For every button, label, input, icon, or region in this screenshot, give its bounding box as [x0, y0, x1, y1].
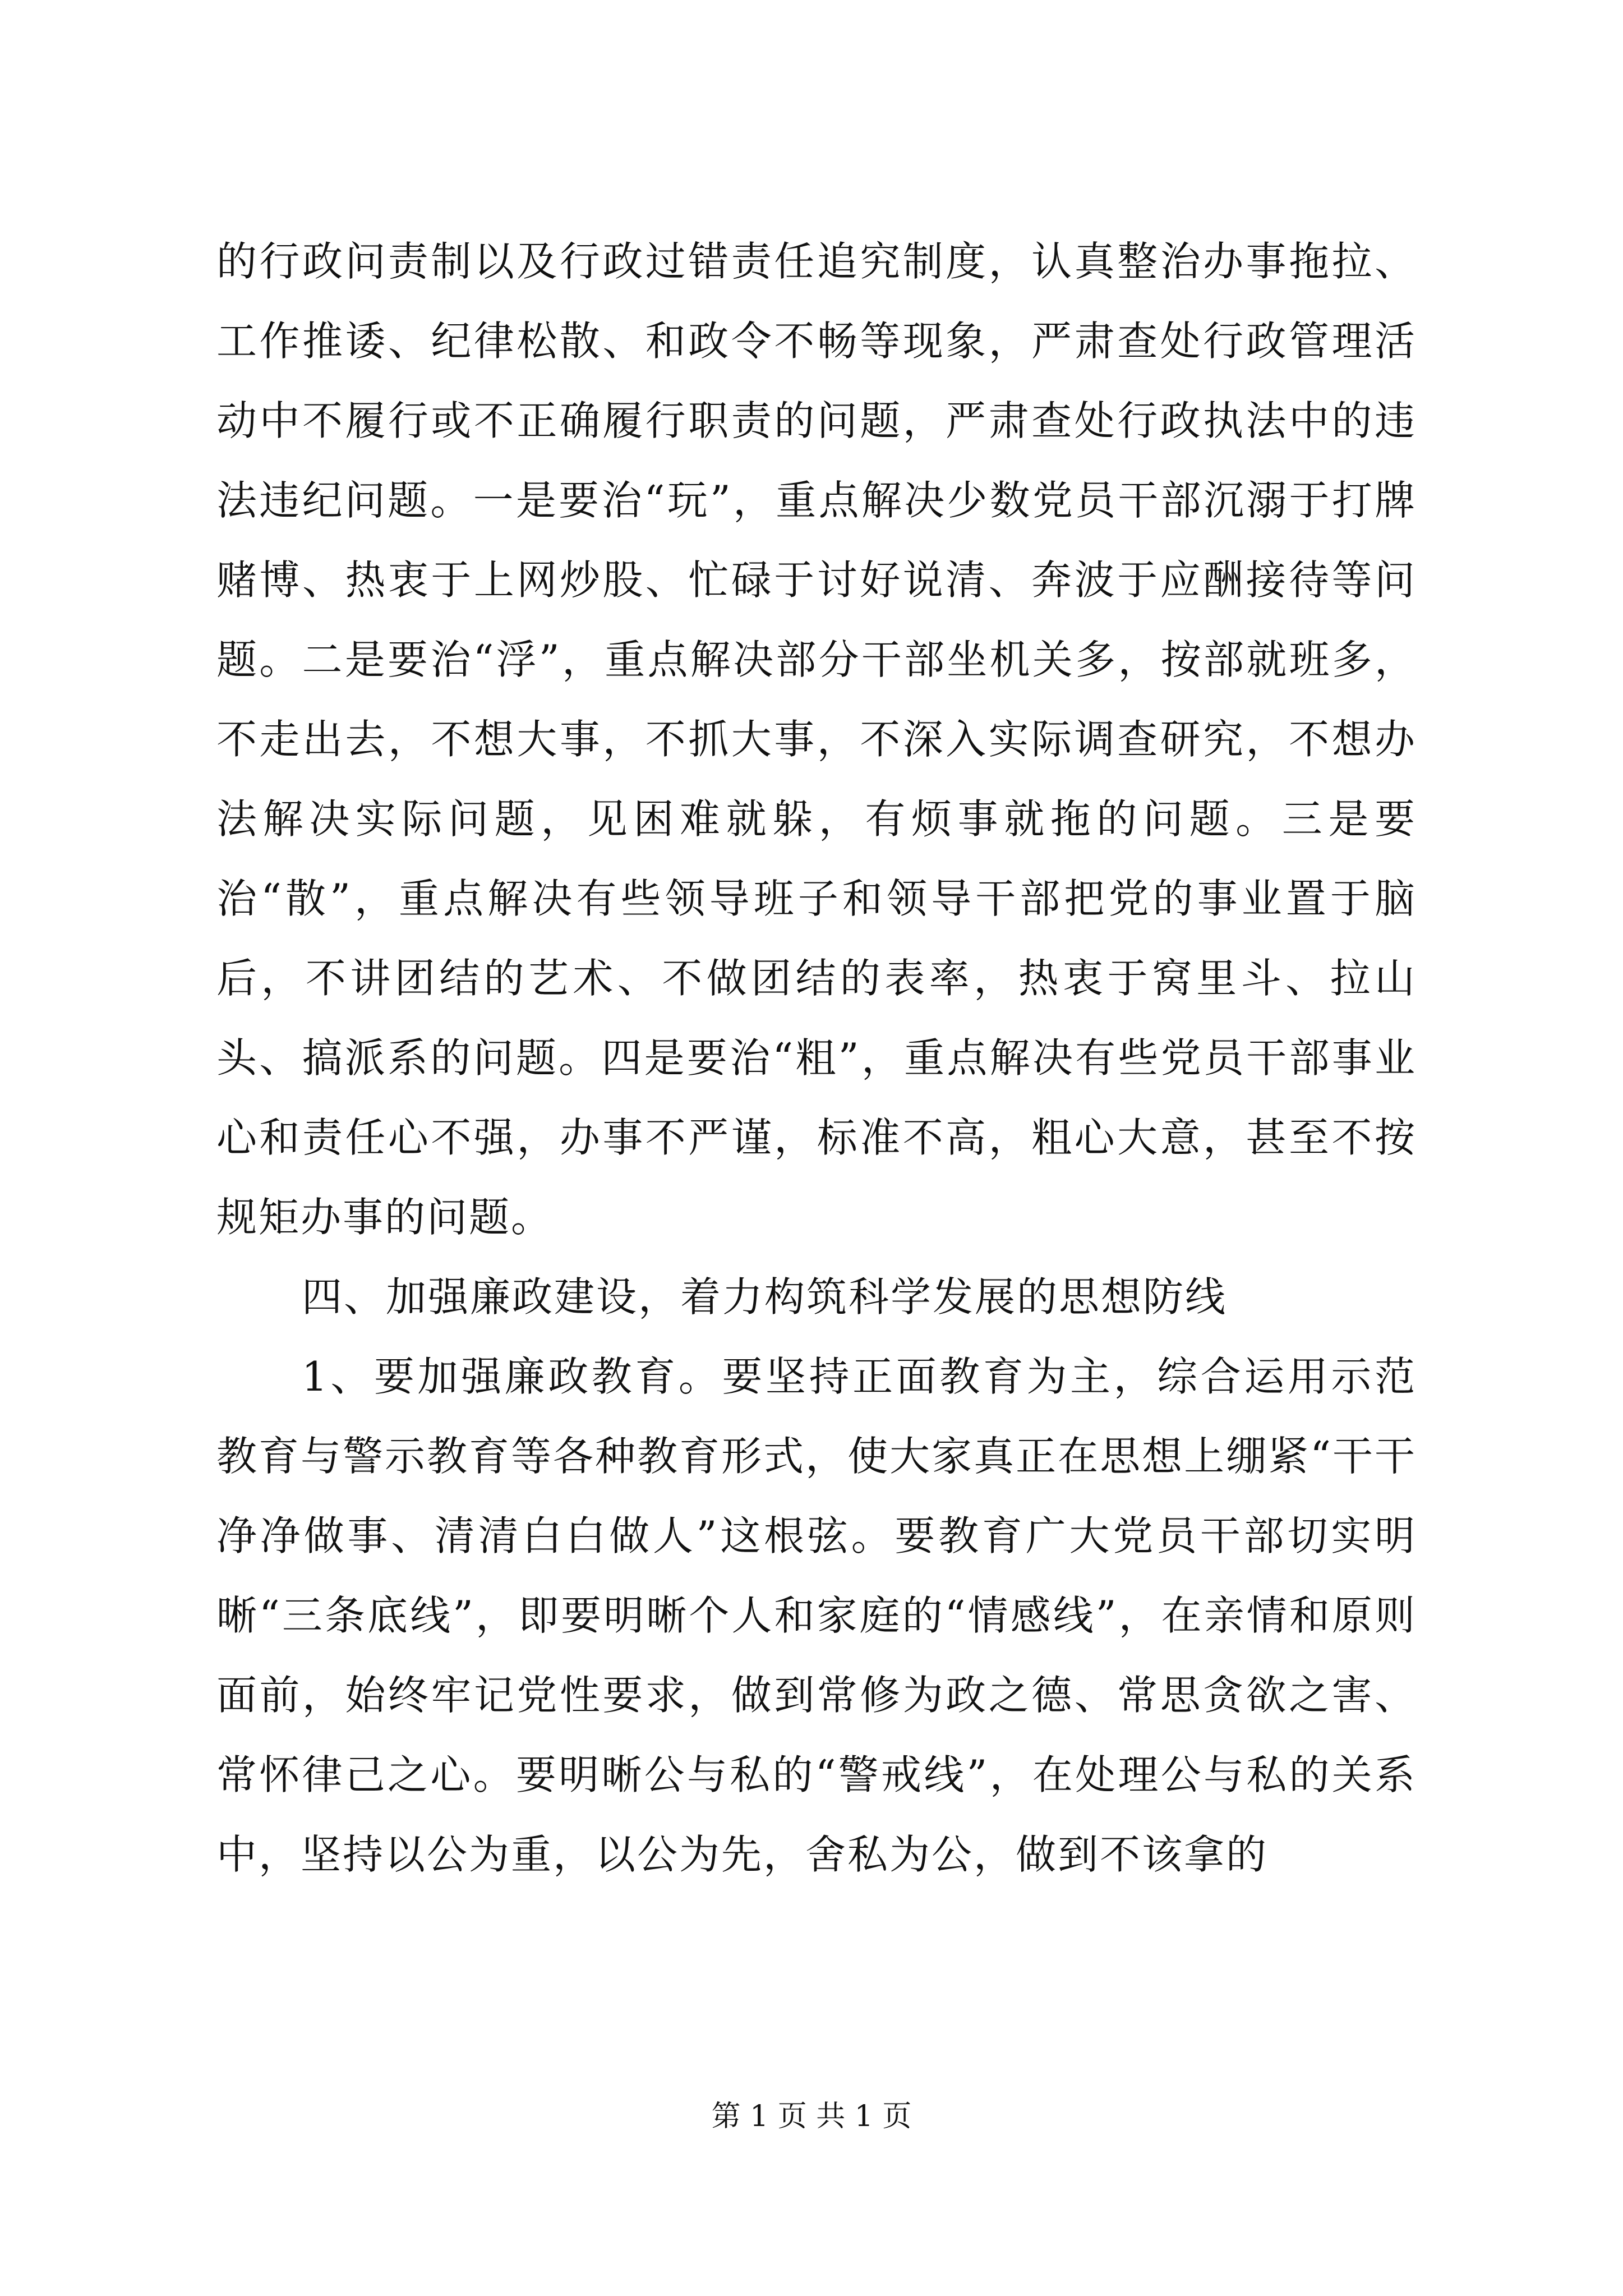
- document-body: [216, 222, 1417, 1894]
- paragraph-continued: 的行政问责制以及行政过错责任追究制度，认真整治办事拖拉、工作推诿、纪律松散、和政令不畅等现象，严肃查处行政管理活动中不履行或不正确履行职责的问题，严肃查处行政执法中的违法违纪问题。一是要治“玩”，重点解决少数党员干部沉溺于打牌赌博、热衷于上网炒股、忙碌于讨好说清、奔波于应酬接待等问题。二是要治“浮”，重点解决部分干部坐机关多，按部就班多，不走出去，不想大事，不抓大事，不深入实际调查研究，不想办法解决实际问题，见困难就躲，有烦事就拖的问题。三是要治“散”，重点解决有些领导班子和领导干部把党的事业置于脑后，不讲团结的艺术、不做团结的表率，热衷于窝里斗、拉山头、搞派系的问题。四是要治“粗”，重点解决有些党员干部事业心和责任心不强，办事不严谨，标准不高，粗心大意，甚至不按规矩办事的问题。: [216, 238, 1417, 1241]
- section-heading: 四、加强廉政建设，着力构筑科学发展的思想防线: [302, 1273, 1228, 1320]
- paragraph-1: 1、要加强廉政教育。要坚持正面教育为主，综合运用示范教育与警示教育等各种教育形式，使大家真正在思想上绷紧“干干净净做事、清清白白做人”这根弦。要教育广大党员干部切实明晰“三条底线”，即要明晰个人和家庭的“情感线”，在亲情和原则面前，始终牢记党性要求，做到常修为政之德、常思贪欲之害、常怀律己之心。要明晰公与私的“警戒线”，在处理公与私的关系中，坚持以公为重，以公为先，舍私为公，做到不该拿的: [216, 1353, 1417, 1878]
- page-footer: 第 1 页 共 1 页: [711, 2100, 912, 2133]
